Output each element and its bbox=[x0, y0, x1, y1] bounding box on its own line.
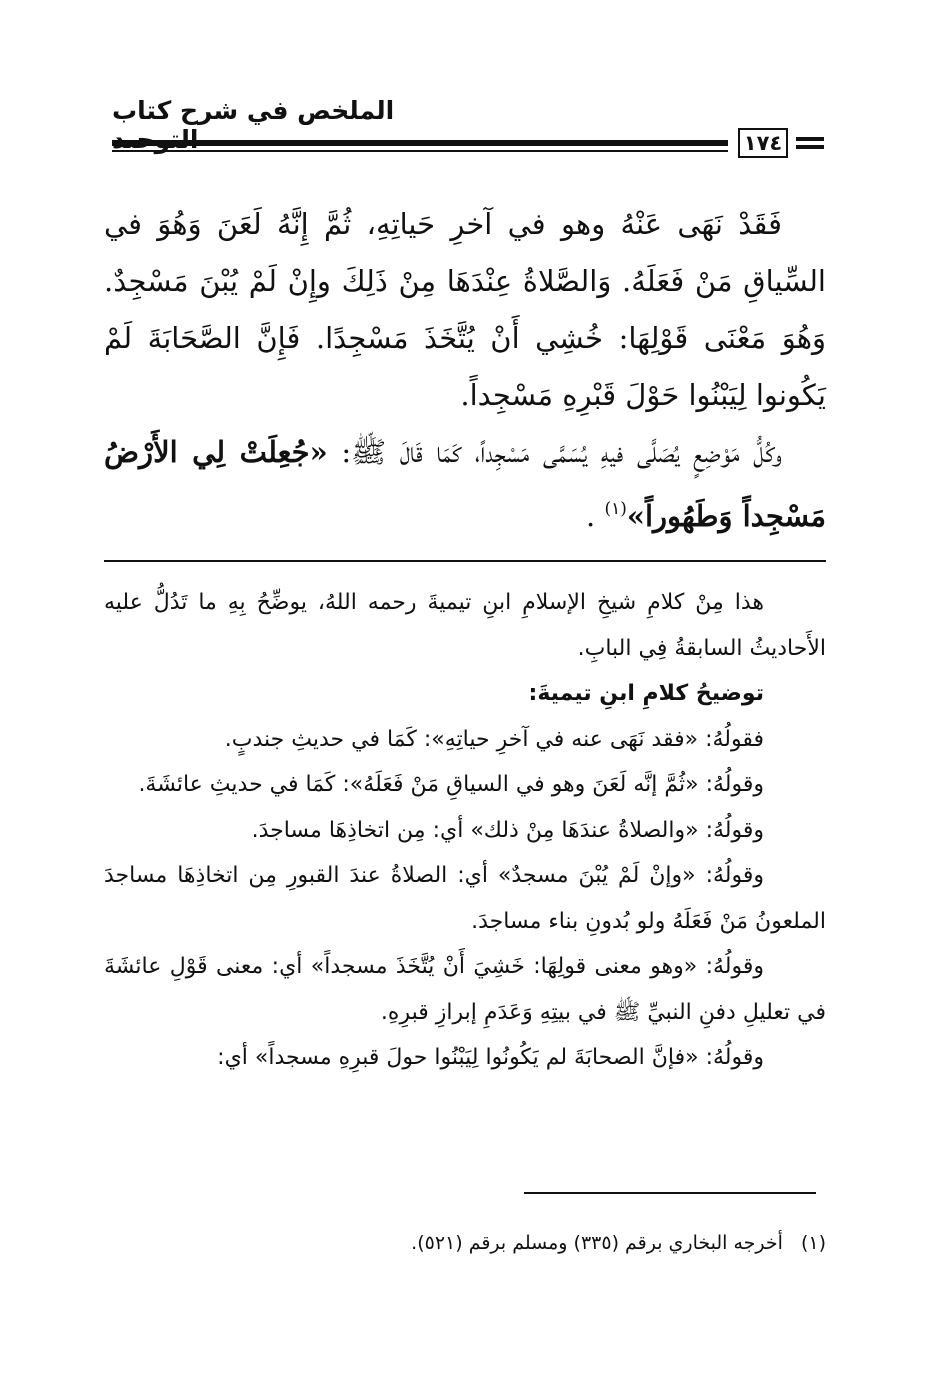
commentary-paragraph-6: وقولُهُ: «وهو معنى قولِهَا: خَشِيَ أَنْ يُتَّخَذَ مسجداً» أي: معنى قَوْلِ عائشَةَ في تعليلِ دفنِ النبيِّ ﷺ في بيتِهِ وَعَدَمِ إبرازِ قبرِهِ. bbox=[104, 954, 826, 1025]
page-number-dash-bottom bbox=[796, 145, 824, 149]
commentary-text bbox=[104, 580, 826, 1081]
main-paragraph-2-intro: وكُلُّ مَوْضِعٍ يُصَلَّى فيهِ يُسَمَّى مَسْجِداً، كَمَا قَالَ ﷺ: bbox=[341, 435, 783, 469]
page-number-dash-top bbox=[796, 137, 824, 141]
commentary-heading: توضيحُ كلامِ ابنِ تيميةَ: bbox=[528, 681, 764, 706]
running-header-title: الملخص في شرح كتاب bbox=[112, 96, 395, 125]
footnote-marker: (١) bbox=[800, 1232, 826, 1254]
footnote-divider bbox=[524, 1192, 816, 1194]
commentary-paragraph-7: وقولُهُ: «فإنَّ الصحابَةَ لم يَكُونُوا لِيَبْنُوا حولَ قبرِهِ مسجداً» أي: bbox=[217, 1045, 764, 1070]
commentary-paragraph-3: وقولُهُ: «ثُمَّ إنَّه لَعَنَ وهو في السياقِ مَنْ فَعَلَهُ»: كَمَا في حديثِ عائشَةَ. bbox=[138, 772, 764, 797]
page-number-box: ١٧٤ bbox=[738, 128, 788, 158]
hadith-quote: «جُعِلَتْ لِي الأَرْضُ مَسْجِداً وَطَهُوراً» bbox=[104, 435, 826, 533]
main-text bbox=[104, 196, 826, 545]
commentary-paragraph-1: هذا مِنْ كلامِ شيخِ الإسلامِ ابنِ تيميةَ رحمه اللهُ، يوضِّحُ بِهِ ما تَدُلُّ عليه الأَحاديثُ السابقةُ فِي البابِ. bbox=[104, 590, 826, 661]
section-divider bbox=[104, 560, 826, 562]
commentary-paragraph-4: وقولُهُ: «والصلاةُ عندَهَا مِنْ ذلك» أي: مِن اتخاذِهَا مساجدَ. bbox=[251, 817, 764, 843]
footnote bbox=[300, 1228, 826, 1258]
commentary-paragraph-5: وقولُهُ: «وإنْ لَمْ يُبْنَ مسجدٌ» أي: الصلاةُ عندَ القبورِ مِن اتخاذِهَا مساجدَ الملعونُ مَنْ فَعَلَهُ ولو بُدونِ بناء مساجدَ. bbox=[104, 863, 826, 934]
main-paragraph-2-end: . bbox=[586, 499, 596, 533]
main-paragraph-1: فَقَدْ نَهَى عَنْهُ وهو في آخرِ حَياتِهِ، ثُمَّ إِنَّهُ لَعَنَ وَهُوَ في السِّياقِ مَنْ فَعَلَهُ. وَالصَّلاةُ عِنْدَهَا مِنْ ذَلِكَ وإِنْ لَمْ يُبْنَ مَسْجِدٌ. وَهُوَ مَعْنَى قَوْلِهَا: خُشِي أَنْ يُتَّخَذَ مَسْجِدًا. فَإِنَّ الصَّحَابَةَ لَمْ يَكُونوا لِيَبْنُوا حَوْلَ قَبْرِهِ مَسْجِداً. bbox=[104, 207, 826, 412]
commentary-paragraph-2: فقولُهُ: «فقد نَهَى عنه في آخرِ حياتِهِ»: كَمَا في حديثِ جندبٍ. bbox=[224, 726, 764, 752]
footnote-text: أخرجه البخاري برقم (٣٣٥) ومسلم برقم (٥٢١). bbox=[411, 1232, 783, 1254]
header-rule-thin bbox=[112, 150, 728, 152]
footnote-reference[interactable]: (١) bbox=[604, 499, 627, 519]
main-paragraph-2 bbox=[104, 424, 826, 545]
header-rule bbox=[112, 140, 728, 146]
